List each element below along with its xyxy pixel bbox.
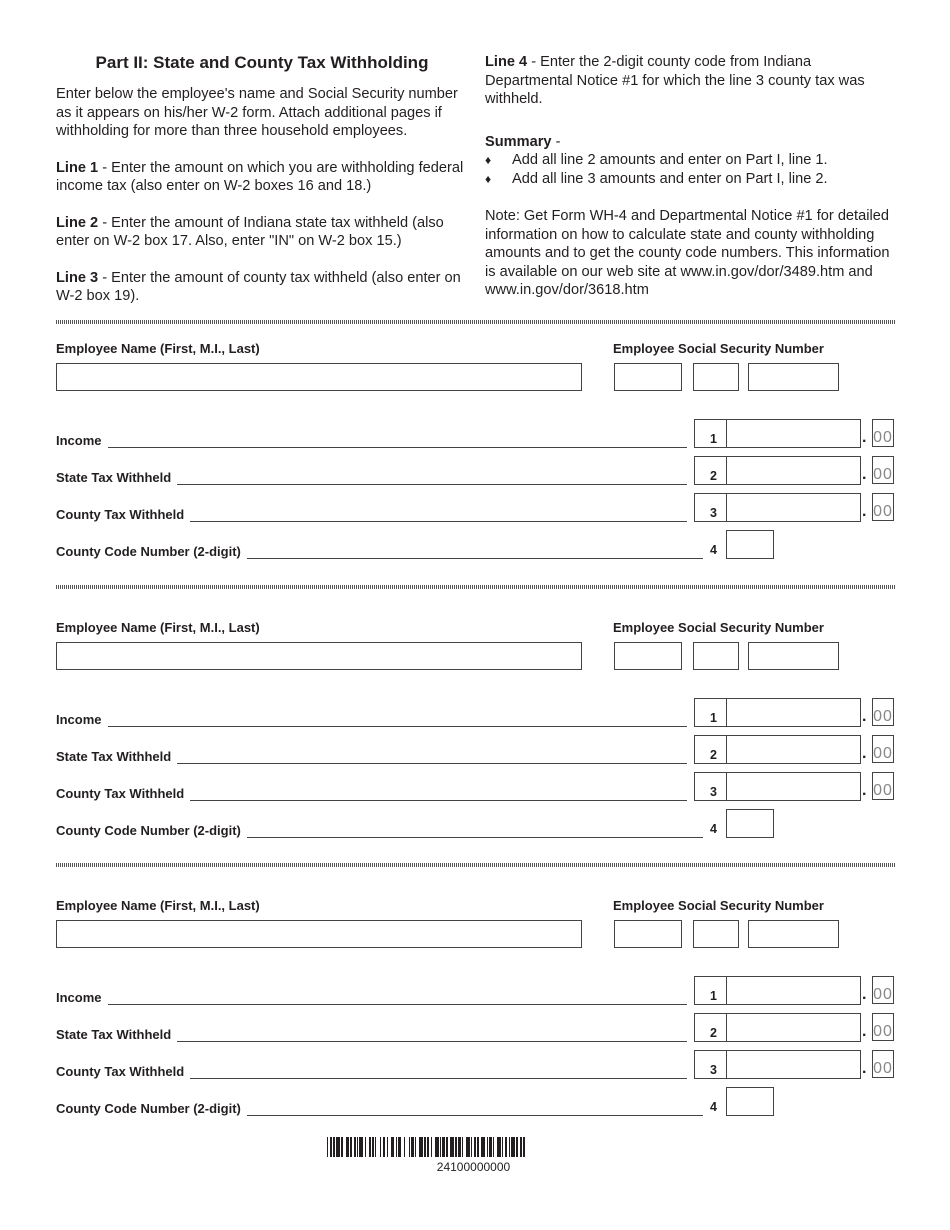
line-number: 1 bbox=[710, 432, 717, 446]
cents-field[interactable]: 00 bbox=[872, 735, 894, 763]
amount-row bbox=[56, 432, 687, 448]
county-code-row bbox=[56, 822, 703, 838]
ssn-part1-field[interactable] bbox=[614, 363, 682, 391]
cents-field[interactable]: 00 bbox=[872, 1050, 894, 1078]
ssn-part2-field[interactable] bbox=[693, 363, 739, 391]
line-number: 2 bbox=[710, 469, 717, 483]
underline bbox=[247, 547, 703, 559]
intro-text: Enter below the employee's name and Social Security number as it appears on his/her W-2 form. Attach additional pages if withholding for more than three household employees. bbox=[56, 86, 458, 139]
decimal-point: . bbox=[862, 503, 867, 520]
line-number: 1 bbox=[710, 989, 717, 1003]
amount-field[interactable] bbox=[726, 772, 861, 801]
line3-instruction bbox=[56, 269, 468, 306]
amount-field[interactable] bbox=[726, 419, 861, 448]
line1-instruction bbox=[56, 159, 468, 196]
summary-suffix: - bbox=[551, 133, 561, 150]
employee-section bbox=[0, 619, 950, 889]
underline bbox=[108, 436, 687, 448]
amount-field[interactable] bbox=[726, 698, 861, 727]
line-number: 4 bbox=[710, 1100, 717, 1114]
note-text: Note: Get Form WH-4 and Departmental Notice #1 for detailed information on how to calculate state and county withholding amounts and to get the county code numbers. This information is available on our web site at www.in.gov/dor/3489.htm and www.in.gov/dor/3618.htm bbox=[485, 208, 890, 298]
part-title: Part II: State and County Tax Withholding bbox=[95, 53, 429, 72]
amount-row bbox=[56, 469, 687, 485]
employee-section bbox=[0, 897, 950, 1167]
line-number: 2 bbox=[710, 1026, 717, 1040]
barcode-number: 24100000000 bbox=[436, 1160, 511, 1174]
row-label: Income bbox=[56, 433, 102, 448]
line4-label: Line 4 bbox=[485, 54, 528, 70]
decimal-point: . bbox=[862, 1060, 867, 1077]
line3-text: - Enter the amount of county tax withheld (also enter on W-2 box 19). bbox=[56, 269, 461, 304]
decimal-point: . bbox=[862, 708, 867, 725]
cents-field[interactable]: 00 bbox=[872, 456, 894, 484]
row-label: Income bbox=[56, 712, 102, 727]
ssn-label: Employee Social Security Number bbox=[613, 620, 824, 635]
line-number: 4 bbox=[710, 543, 717, 557]
line2-text: - Enter the amount of Indiana state tax withheld (also enter on W-2 box 17. Also, enter "IN" on W-2 box 15.) bbox=[56, 214, 444, 249]
employee-name-field[interactable] bbox=[56, 642, 582, 670]
row-label: County Code Number (2-digit) bbox=[56, 544, 241, 559]
employee-name-label: Employee Name (First, M.I., Last) bbox=[56, 620, 260, 635]
barcode bbox=[327, 1137, 620, 1157]
cents-field[interactable]: 00 bbox=[872, 493, 894, 521]
county-code-row bbox=[56, 543, 703, 559]
cents-field[interactable]: 00 bbox=[872, 698, 894, 726]
underline bbox=[190, 1067, 687, 1079]
ssn-part1-field[interactable] bbox=[614, 920, 682, 948]
row-label: State Tax Withheld bbox=[56, 470, 172, 485]
line-number: 3 bbox=[710, 1063, 717, 1077]
row-label: County Tax Withheld bbox=[56, 786, 185, 801]
line3-label: Line 3 bbox=[56, 269, 99, 286]
decimal-point: . bbox=[862, 429, 867, 446]
underline bbox=[190, 789, 687, 801]
line2-label: Line 2 bbox=[56, 214, 99, 231]
decimal-point: . bbox=[862, 986, 867, 1003]
amount-row bbox=[56, 1063, 687, 1079]
county-code-field[interactable] bbox=[726, 809, 774, 838]
line2-instruction bbox=[56, 214, 468, 251]
ssn-part2-field[interactable] bbox=[693, 920, 739, 948]
amount-field[interactable] bbox=[726, 1050, 861, 1079]
decimal-point: . bbox=[862, 782, 867, 799]
line1-label: Line 1 bbox=[56, 159, 99, 176]
line-number: 3 bbox=[710, 506, 717, 520]
amount-field[interactable] bbox=[726, 1013, 861, 1042]
ssn-part2-field[interactable] bbox=[693, 642, 739, 670]
ssn-part3-field[interactable] bbox=[748, 642, 839, 670]
summary-list bbox=[485, 151, 897, 188]
line-number: 3 bbox=[710, 785, 717, 799]
underline bbox=[177, 1030, 687, 1042]
line-number: 4 bbox=[710, 822, 717, 836]
ssn-part3-field[interactable] bbox=[748, 920, 839, 948]
ssn-part3-field[interactable] bbox=[748, 363, 839, 391]
row-label: State Tax Withheld bbox=[56, 1027, 172, 1042]
divider bbox=[56, 320, 896, 324]
employee-name-label: Employee Name (First, M.I., Last) bbox=[56, 341, 260, 356]
amount-row bbox=[56, 989, 687, 1005]
county-code-field[interactable] bbox=[726, 1087, 774, 1116]
amount-field[interactable] bbox=[726, 456, 861, 485]
amount-row bbox=[56, 506, 687, 522]
underline bbox=[177, 473, 687, 485]
employee-name-field[interactable] bbox=[56, 920, 582, 948]
amount-row bbox=[56, 711, 687, 727]
underline bbox=[177, 752, 687, 764]
summary-item: ♦ Add all line 2 amounts and enter on Part I, line 1. bbox=[485, 151, 897, 170]
underline bbox=[247, 1104, 703, 1116]
decimal-point: . bbox=[862, 1023, 867, 1040]
row-label: County Tax Withheld bbox=[56, 1064, 185, 1079]
cents-field[interactable]: 00 bbox=[872, 976, 894, 1004]
line4-text: - Enter the 2-digit county code from Indiana Departmental Notice #1 for which the line 3 county tax was withheld. bbox=[485, 54, 865, 107]
line-number: 2 bbox=[710, 748, 717, 762]
instructions-left bbox=[56, 52, 468, 324]
underline bbox=[190, 510, 687, 522]
underline bbox=[108, 715, 687, 727]
line1-text: - Enter the amount on which you are withholding federal income tax (also enter on W-2 boxes 16 and 18.) bbox=[56, 159, 464, 194]
amount-field[interactable] bbox=[726, 735, 861, 764]
line-number: 1 bbox=[710, 711, 717, 725]
row-label: County Code Number (2-digit) bbox=[56, 1101, 241, 1116]
instructions-right bbox=[485, 53, 897, 318]
employee-name-label: Employee Name (First, M.I., Last) bbox=[56, 898, 260, 913]
ssn-label: Employee Social Security Number bbox=[613, 341, 824, 356]
ssn-part1-field[interactable] bbox=[614, 642, 682, 670]
row-label: State Tax Withheld bbox=[56, 749, 172, 764]
row-label: Income bbox=[56, 990, 102, 1005]
row-label: County Code Number (2-digit) bbox=[56, 823, 241, 838]
underline bbox=[247, 826, 703, 838]
summary-item: ♦ Add all line 3 amounts and enter on Part I, line 2. bbox=[485, 170, 897, 189]
line4-instruction bbox=[485, 53, 897, 109]
cents-field[interactable]: 00 bbox=[872, 419, 894, 447]
employee-name-field[interactable] bbox=[56, 363, 582, 391]
amount-row bbox=[56, 785, 687, 801]
row-label: County Tax Withheld bbox=[56, 507, 185, 522]
employee-section bbox=[0, 340, 950, 610]
underline bbox=[108, 993, 687, 1005]
amount-field[interactable] bbox=[726, 493, 861, 522]
summary-label: Summary bbox=[485, 133, 552, 150]
decimal-point: . bbox=[862, 745, 867, 762]
ssn-label: Employee Social Security Number bbox=[613, 898, 824, 913]
cents-field[interactable]: 00 bbox=[872, 1013, 894, 1041]
county-code-field[interactable] bbox=[726, 530, 774, 559]
amount-row bbox=[56, 1026, 687, 1042]
county-code-row bbox=[56, 1100, 703, 1116]
cents-field[interactable]: 00 bbox=[872, 772, 894, 800]
amount-row bbox=[56, 748, 687, 764]
amount-field[interactable] bbox=[726, 976, 861, 1005]
summary-heading bbox=[485, 133, 897, 152]
decimal-point: . bbox=[862, 466, 867, 483]
